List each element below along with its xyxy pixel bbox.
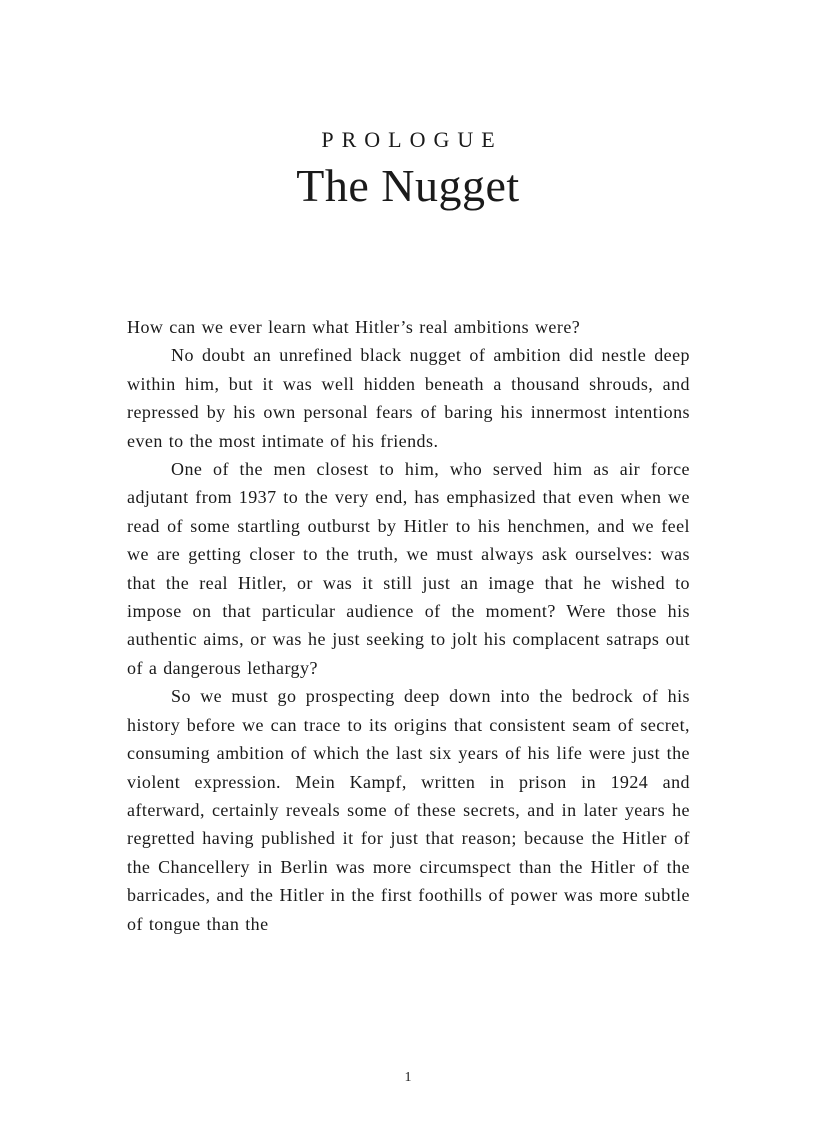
- page-number: 1: [404, 1070, 412, 1085]
- paragraph-4: So we must go prospecting deep down into the bedrock of his history before we can trace to its origins that consistent seam of secret, consuming ambition of which the last six years of his life were just the violent expression. Mein Kampf, written in prison in 1924 and afterward, certainly reveals some of these secrets, and in later years he regretted having published it for just that reason; because the Hitler of the Chancellery in Berlin was more circumspect than the Hitler of the barricades, and the Hitler in the first foothills of power was more subtle of tongue than the: [127, 686, 690, 934]
- paragraph-1: How can we ever learn what Hitler’s real ambitions were?: [127, 317, 581, 337]
- chapter-title: The Nugget: [296, 160, 520, 211]
- body-text: [127, 313, 690, 938]
- paragraph-3: One of the men closest to him, who served him as air force adjutant from 1937 to the very end, has emphasized that even when we read of some startling outburst by Hitler to his henchmen, and we feel we are getting closer to the truth, we must always ask ourselves: was that the real Hitler, or was it still just an image that he wished to impose on that particular audience of the moment? Were those his authentic aims, or was he just seeking to jolt his complacent satraps out of a dangerous lethargy?: [127, 459, 690, 678]
- paragraph-2: No doubt an unrefined black nugget of ambition did nestle deep within him, but it was well hidden beneath a thousand shrouds, and repressed by his own personal fears of baring his innermost intentions even to the most intimate of his friends.: [127, 345, 690, 451]
- chapter-label: PROLOGUE: [321, 127, 503, 152]
